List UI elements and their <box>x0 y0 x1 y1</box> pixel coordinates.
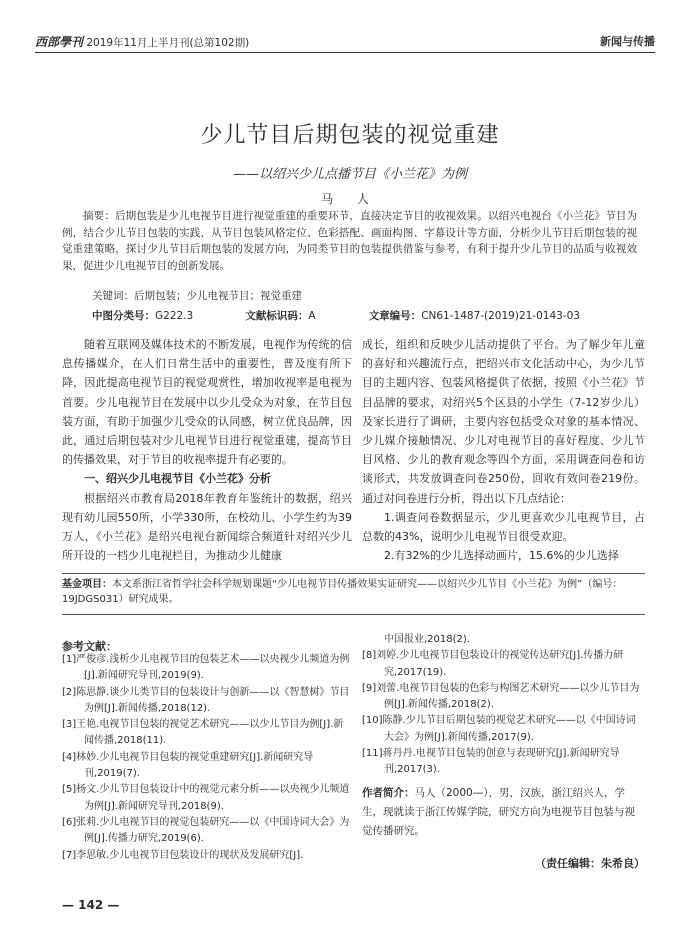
funding-note <box>62 577 645 607</box>
references-right <box>362 632 645 779</box>
reference-item: [8]刘婷.少儿电视节目包装设计的视觉传达研究[J].传播力研究,2017(19). <box>362 650 624 678</box>
reference-item: [9]刘蕾.电视节目包装的色彩与构图艺术研究——以少儿节目为例[J].新闻传播,2018(2). <box>362 682 640 711</box>
body-right-column <box>362 335 645 565</box>
journal-name: 西部學刊 <box>35 35 84 49</box>
article-number: 文章编号：CN61-1487-(2019)21-0143-03 <box>368 310 580 322</box>
issue-info: 2019年11月上半月刊(总第102期) <box>86 37 250 49</box>
funding-rule-bottom <box>62 614 645 615</box>
reference-item: [10]陈静.少儿节目后期包装的视觉艺术研究——以《中国诗词大会》为例[J].新闻传播,2017(9). <box>362 715 636 743</box>
reference-item: 中国报业,2018(2). <box>384 634 470 645</box>
references-heading: 参考文献： <box>62 640 117 653</box>
reference-item: [4]林妙.少儿电视节目包装的视觉重建研究[J].新闻研究导刊,2019(7). <box>62 751 314 780</box>
reference-item: [7]李思敏.少儿电视节目包装设计的现状及发展研究[J]. <box>62 849 304 861</box>
keywords-label: 关键词： <box>92 290 134 302</box>
page-number: — 142 — <box>62 898 120 912</box>
reference-item: [6]张莉.少儿电视节目的视觉包装研究——以《中国诗词大会》为例[J].传播力研究,2019(6). <box>62 816 350 845</box>
keywords-text: 后期包装；少儿电视节目；视觉重建 <box>134 290 302 302</box>
journal-header <box>35 33 249 50</box>
body-paragraph: 成长，组织和反映少儿活动提供了平台。为了解少年儿童的喜好和兴趣流行点，把绍兴市文化活动中心，为少儿节目的主题内容、包装风格提供了依据，按照《小兰花》节目品牌的要求，对绍兴5个区县的小学生（7-12岁少儿）及家长进行了调研，主要内容包括受众对象的基本情况、少儿媒介接触情况、少儿对电视节目的喜好程度、少儿节目风格、少儿的教育观念等四个方面，采用调查问卷和访谈形式，共发放调查问卷250份，回收有效问卷219份。通过对问卷进行分析，得出以下几点结论： <box>362 338 645 505</box>
doc-code: 文献标识码：A <box>245 310 316 322</box>
abstract-label: 摘要： <box>83 210 115 222</box>
article-subtitle: ——以绍兴少儿点播节目《小兰花》为例 <box>232 167 467 182</box>
reference-item: [3]王艳.电视节目包装的视觉艺术研究——以少儿节目为例[J].新闻传播,2018(11). <box>62 719 344 747</box>
funding-rule-top <box>62 573 645 574</box>
body-left-column <box>62 335 352 565</box>
author-bio <box>362 784 645 841</box>
section-heading: 一、绍兴少儿电视节目《小兰花》分析 <box>84 472 271 486</box>
reference-item: [11]蒋丹丹.电视节目包装的创意与表现研究[J].新闻研究导刊,2017(3). <box>362 748 620 776</box>
numbered-paragraph: 2.有32%的少儿选择动画片，15.6%的少儿选择 <box>384 549 619 563</box>
section-name: 新闻与传播 <box>600 35 655 48</box>
keywords <box>92 288 302 303</box>
reference-item: [1]严俊彦.浅析少儿电视节目的包装艺术——以央视少儿频道为例[J].新闻研究导刊,2019(9). <box>62 654 350 682</box>
reference-item: [2]陈思静.谈少儿类节目的包装设计与创新——以《智慧树》节目为例[J].新闻传播,2018(12). <box>62 686 350 714</box>
body-paragraph: 随着互联网及媒体技术的不断发展，电视作为传统的信息传播媒介，在人们日常生活中的重要性，普及度有所下降，因此提高电视节目的视觉观赏性，增加收视率是电视为首要。少儿电视节目在发展中以少儿受众为对象，在节目包装方面，有助于加强少儿受众的认同感，树立优良品牌，因此，通过后期包装对少儿电视节目进行视觉重建，提高节目的传播效果，对于节目的收视率提升有必要的。 <box>62 338 352 467</box>
header-rule <box>35 52 655 53</box>
numbered-paragraph: 1.调查问卷数据显示，少儿更喜欢少儿电视节目，占总数的43%，说明少儿电视节目很受欢迎。 <box>362 510 645 544</box>
article-title: 少儿节目后期包装的视觉重建 <box>200 123 500 148</box>
author-bio-text: 马人（2000—），男，汉族，浙江绍兴人，学生，现就读于浙江传媒学院，研究方向为电视节目包装与视觉传播研究。 <box>362 787 635 837</box>
references-left <box>62 652 352 864</box>
author-bio-label: 作者简介： <box>362 787 415 799</box>
abstract-text: 后期包装是少儿电视节目进行视觉重建的重要环节，直接决定节目的收视效果。以绍兴电视台《小兰花》节目为例，结合少儿节目包装的实践，从节目包装风格定位、色彩搭配、画面构图、字幕设计等方面，分析少儿节目后期包装的视觉重建策略，探讨少儿节目后期包装的发展方向，为同类节目的包装提供借鉴与参考，有利于提升少儿节目的品质与收视效果，促进少儿电视节目的创新发展。 <box>62 210 638 272</box>
body-paragraph: 根据绍兴市教育局2018年教育年鉴统计的数据，绍兴现有幼儿园550所，小学330所，在校幼儿、小学生约为39万人，《小兰花》是绍兴电视台新闻综合频道针对绍兴少儿所开设的一档少儿电视栏目，为推动少儿健康 <box>62 491 352 563</box>
abstract <box>62 208 637 274</box>
responsible-editor: （责任编辑：朱希良） <box>535 857 645 870</box>
funding-text: 本文系浙江省哲学社会科学规划课题“少儿电视节目传播效果实证研究——以绍兴少儿节目《小兰花》为例”（编号：19JDGS031）研究成果。 <box>62 579 623 605</box>
classification-line <box>92 308 632 323</box>
article-author: 马 人 <box>321 192 379 206</box>
funding-label: 基金项目： <box>62 579 112 590</box>
clc-number: 中图分类号：G222.3 <box>92 310 194 322</box>
reference-item: [5]杨文.少儿节目包装设计中的视觉元素分析——以央视少儿频道为例[J].新闻研究导刊,2018(9). <box>62 784 350 812</box>
